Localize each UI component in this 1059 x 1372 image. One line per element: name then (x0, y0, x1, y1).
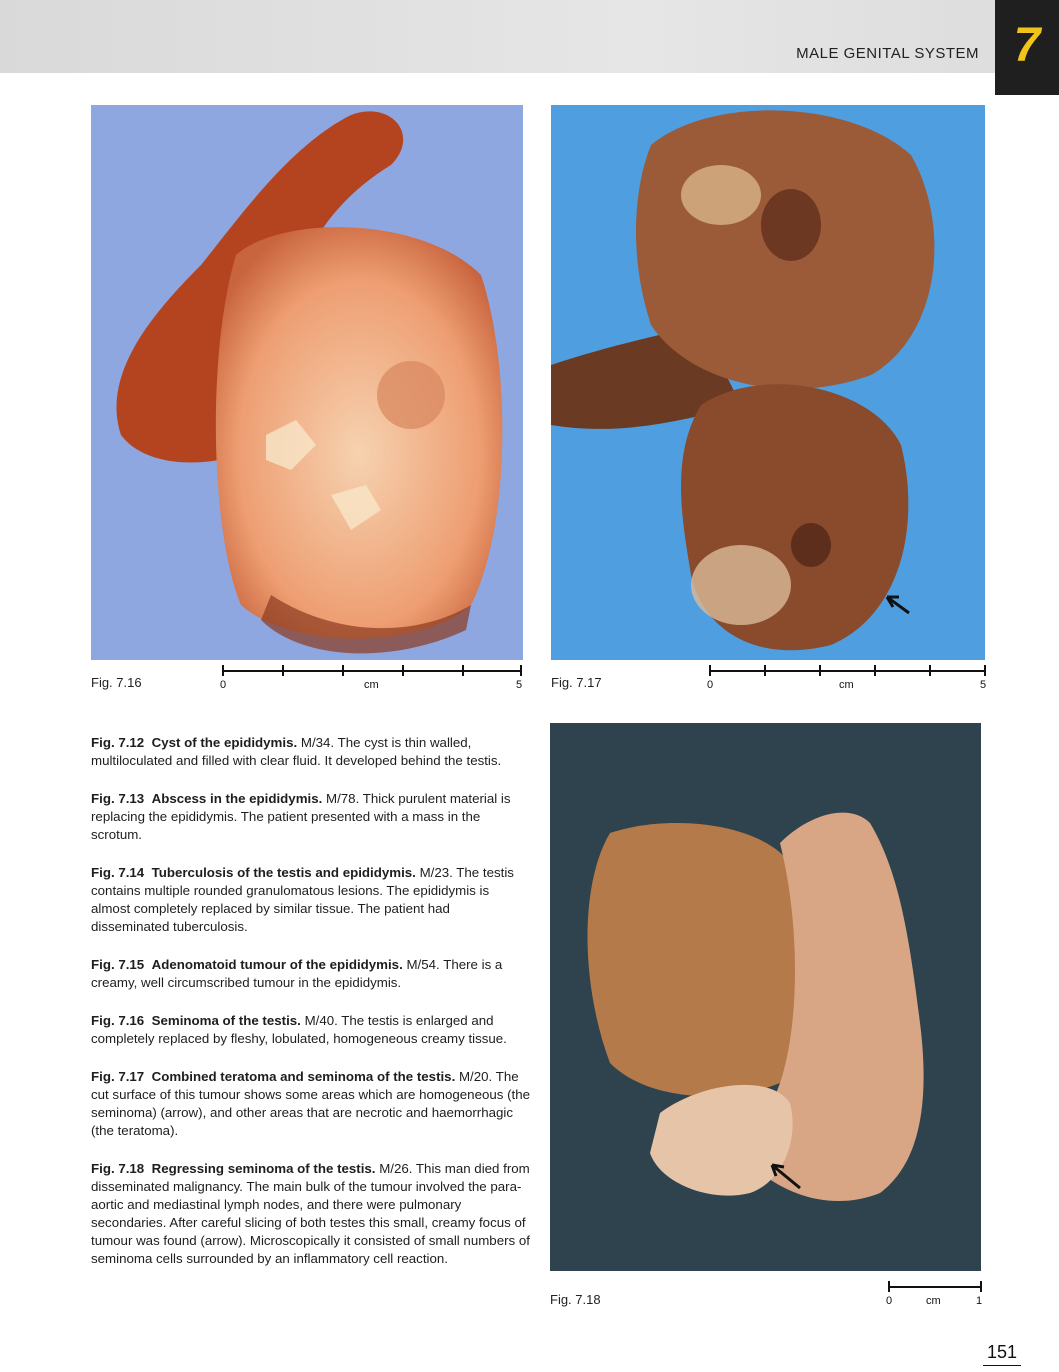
caption-fig-7-13 (91, 790, 531, 844)
scale-tick (462, 665, 464, 676)
chapter-number: 7 (1013, 19, 1041, 72)
scale-start-label: 0 (886, 1295, 893, 1307)
scale-tick (819, 665, 821, 676)
figure-7-16-photo (91, 105, 523, 660)
figure-7-18-scale-bar (888, 1280, 984, 1310)
chapter-tab (995, 0, 1059, 95)
caption-text: M/26. This man died from disseminated malignancy. The main bulk of the tumour involved the para-aortic and mediastinal lymph nodes, and there were pulmonary secondaries. After careful slicing of both testes this small, creamy focus of tumour was found (arrow). Microscopically it consisted of small numbers of seminoma cells surrounded by an inflammatory cell reaction. (91, 1161, 530, 1266)
caption-text: M/54. There is a creamy, well circumscribed tumour in the epididymis. (91, 957, 503, 990)
caption-title: Tuberculosis of the testis and epididymis. (151, 865, 416, 880)
figure-7-17-label: Fig. 7.17 (551, 675, 602, 690)
page-header (0, 0, 1059, 73)
scale-end-label: 5 (516, 679, 523, 691)
caption-fig-7-16 (91, 1012, 531, 1048)
caption-text: M/23. The testis contains multiple rounded granulomatous lesions. The epididymis is almost completely replaced by similar tissue. The patient had disseminated tuberculosis. (91, 865, 514, 934)
scale-tick (402, 665, 404, 676)
scale-unit-label: cm (364, 679, 379, 691)
scale-bar-line (709, 670, 985, 672)
caption-number: Fig. 7.17 (91, 1069, 145, 1084)
caption-text: M/78. Thick purulent material is replacing the epididymis. The patient presented with a mass in the scrotum. (91, 791, 511, 842)
caption-title: Regressing seminoma of the testis. (151, 1161, 376, 1176)
scale-tick (222, 665, 224, 676)
caption-title: Combined teratoma and seminoma of the testis. (151, 1069, 456, 1084)
figure-7-16-scale-bar (222, 664, 524, 694)
caption-number: Fig. 7.18 (91, 1161, 145, 1176)
figure-7-17-photo (551, 105, 985, 660)
caption-text: M/20. The cut surface of this tumour shows some areas which are homogeneous (the seminoma) (arrow), and other areas that are necrotic and haemorrhagic (the teratoma). (91, 1069, 531, 1138)
scale-tick (874, 665, 876, 676)
caption-title: Cyst of the epididymis. (151, 735, 298, 750)
scale-tick (282, 665, 284, 676)
scale-start-label: 0 (707, 679, 714, 691)
scale-tick (888, 1281, 890, 1292)
scale-end-label: 5 (980, 679, 987, 691)
page-number: 151 (983, 1342, 1021, 1366)
scale-start-label: 0 (220, 679, 227, 691)
caption-title: Adenomatoid tumour of the epididymis. (151, 957, 403, 972)
caption-number: Fig. 7.15 (91, 957, 145, 972)
caption-fig-7-12 (91, 734, 531, 770)
scale-tick (984, 665, 986, 676)
scale-tick (520, 665, 522, 676)
figure-7-18-photo (550, 723, 981, 1271)
caption-text: M/34. The cyst is thin walled, multiloculated and filled with clear fluid. It developed behind the testis. (91, 735, 502, 768)
caption-fig-7-17 (91, 1068, 531, 1140)
scale-tick (709, 665, 711, 676)
scale-unit-label: cm (839, 679, 854, 691)
caption-fig-7-15 (91, 956, 531, 992)
caption-number: Fig. 7.13 (91, 791, 145, 806)
caption-fig-7-14 (91, 864, 531, 936)
scale-bar-line (222, 670, 522, 672)
section-title: MALE GENITAL SYSTEM (796, 45, 979, 62)
scale-tick (929, 665, 931, 676)
caption-title: Seminoma of the testis. (151, 1013, 301, 1028)
scale-tick (342, 665, 344, 676)
caption-fig-7-18 (91, 1160, 531, 1268)
figure-7-17-scale-bar (709, 664, 989, 694)
figure-7-16-label: Fig. 7.16 (91, 675, 142, 690)
scale-tick (980, 1281, 982, 1292)
caption-number: Fig. 7.14 (91, 865, 145, 880)
figure-7-18-label: Fig. 7.18 (550, 1292, 601, 1307)
caption-text: M/40. The testis is enlarged and completely replaced by fleshy, lobulated, homogeneous creamy tissue. (91, 1013, 507, 1046)
scale-tick (764, 665, 766, 676)
caption-number: Fig. 7.16 (91, 1013, 145, 1028)
scale-end-label: 1 (976, 1295, 983, 1307)
figure-captions (91, 734, 531, 1288)
scale-bar-line (888, 1286, 981, 1288)
caption-title: Abscess in the epididymis. (151, 791, 323, 806)
caption-number: Fig. 7.12 (91, 735, 145, 750)
scale-unit-label: cm (926, 1295, 941, 1307)
